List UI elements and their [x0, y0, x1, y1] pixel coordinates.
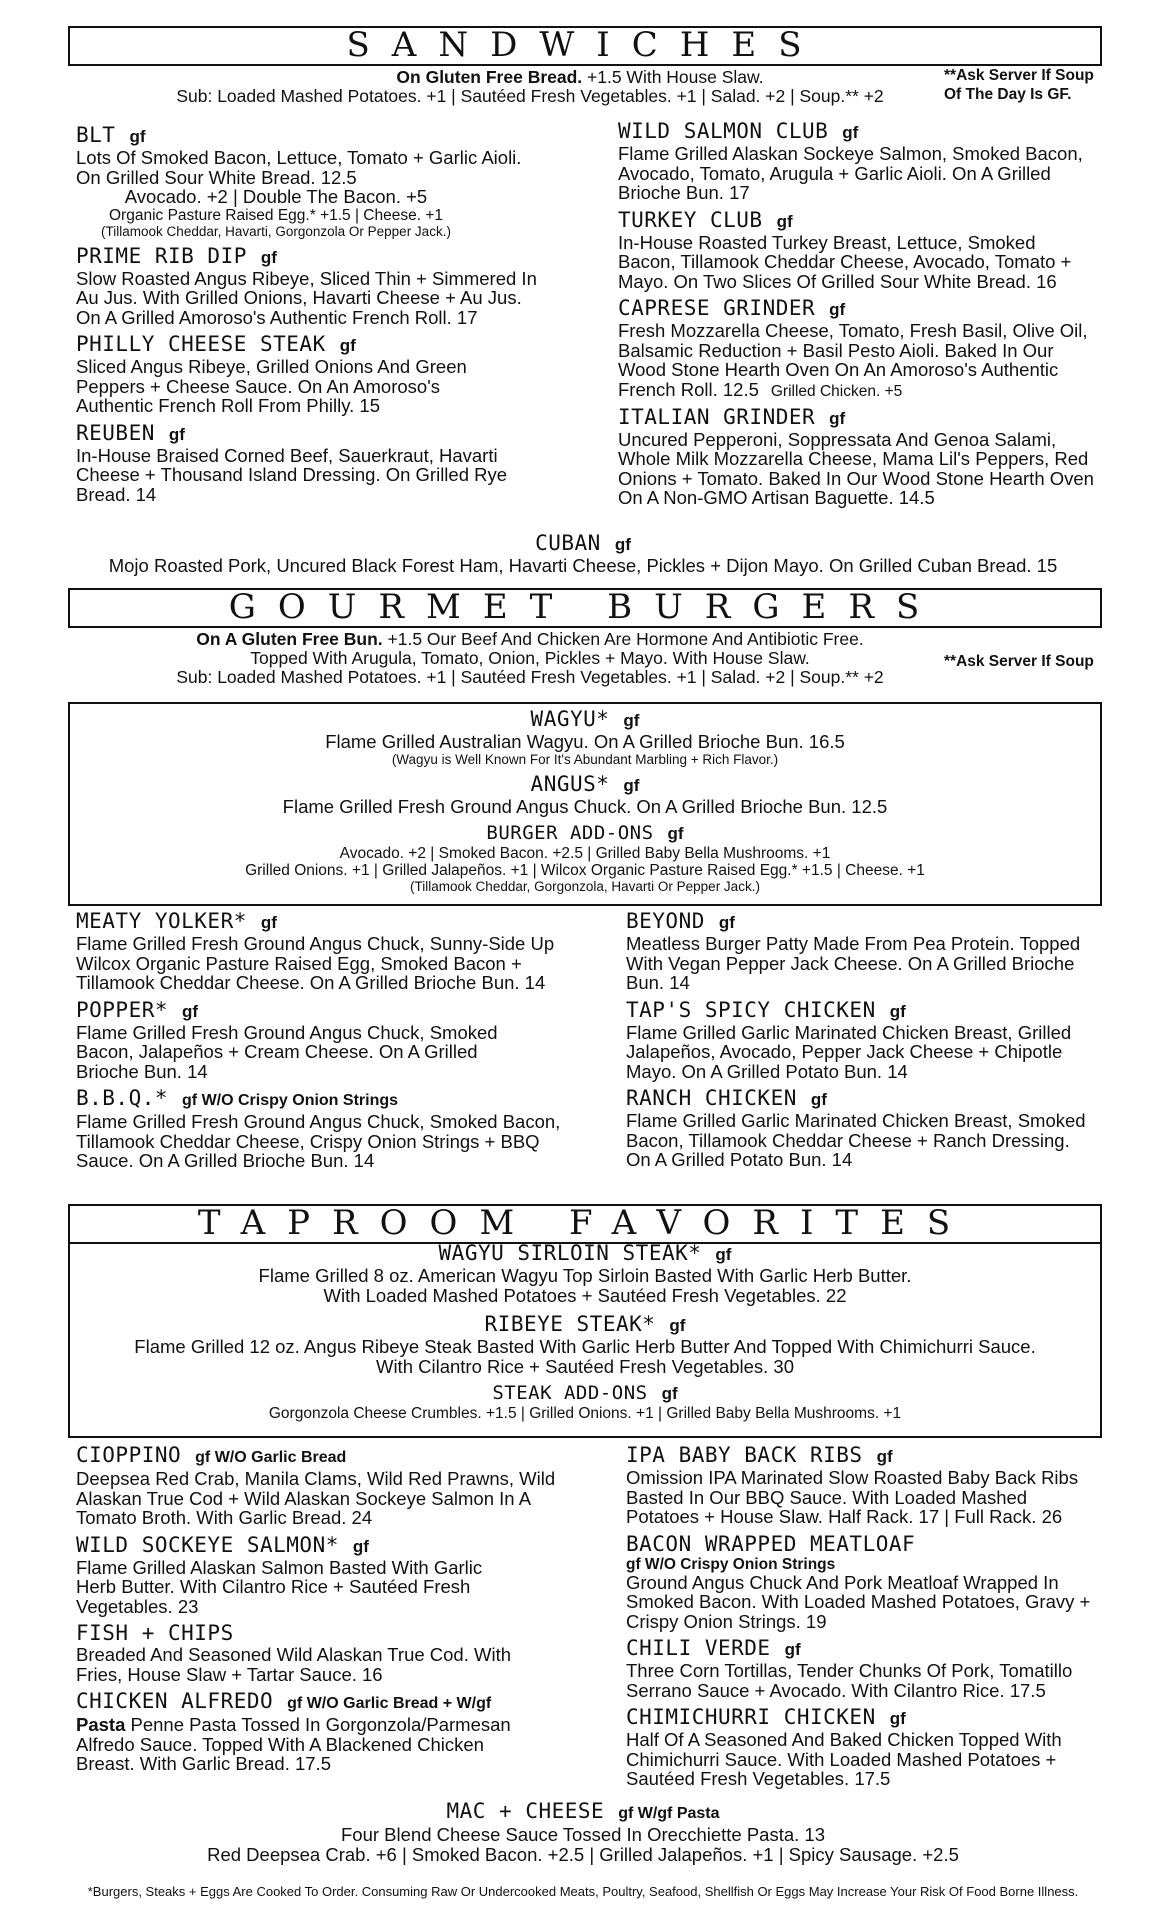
burgers-title: GOURMET BURGERS — [68, 588, 1102, 628]
item-desc: In-House Roasted Turkey Breast, Lettuce, Smoked Bacon, Tillamook Cheddar Cheese, Avocado, Tomato + Mayo. On Two Slices Of Grilled Sour White Bread. 16 — [618, 231, 1072, 292]
item-desc: Flame Grilled 12 oz. Angus Ribeye Steak Basted With Garlic Herb Butter And Topped With Chimichurri Sauce. — [134, 1336, 1036, 1357]
item-name: TAP'S SPICY CHICKEN — [626, 997, 876, 1022]
item-name: CHIMICHURRI CHICKEN — [626, 1705, 876, 1729]
gf-tag: gf — [829, 408, 846, 428]
menu-item-caprese-grinder — [618, 297, 1098, 400]
menu-item-ipa-baby-back-ribs — [626, 1444, 1096, 1527]
gf-tag: gf — [715, 1245, 732, 1264]
menu-item-turkey-club — [618, 209, 1098, 292]
addons-line: Gorgonzola Cheese Crumbles. +1.5 | Grilled Onions. +1 | Grilled Baby Bella Mushrooms. +1 — [268, 1405, 902, 1422]
menu-item-beyond — [626, 910, 1096, 993]
item-name: MAC + CHEESE — [446, 1799, 605, 1823]
item-name: WAGYU* — [530, 707, 610, 731]
item-desc: Flame Grilled Fresh Ground Angus Chuck, Smoked Bacon, Jalapeños + Cream Cheese. On A Grilled Brioche Bun. 14 — [76, 1021, 498, 1082]
gf-tag: gf — [623, 711, 640, 730]
gf-tag: gf — [182, 1001, 199, 1021]
item-desc: Lots Of Smoked Bacon, Lettuce, Tomato + Garlic Aioli. On Grilled Sour White Bread. 12.5 — [76, 147, 522, 188]
item-desc: Meatless Burger Patty Made From Pea Protein. Topped With Vegan Pepper Jack Cheese. On A Grilled Brioche Bun. 14 — [626, 933, 1081, 993]
item-name: BURGER ADD-ONS — [486, 822, 654, 844]
menu-item-wild-sockeye-salmon — [76, 1534, 576, 1617]
menu-item-reuben — [76, 422, 546, 505]
item-name: BEYOND — [626, 909, 705, 933]
item-name: ANGUS* — [530, 771, 610, 796]
item-name: CHICKEN ALFREDO — [76, 1689, 274, 1713]
item-name: STEAK ADD-ONS — [492, 1382, 648, 1404]
item-name: WAGYU SIRLOIN STEAK* — [438, 1241, 702, 1265]
item-desc: Sliced Angus Ribeye, Grilled Onions And Green Peppers + Cheese Sauce. On An Amoroso's Authentic French Roll From Philly. 15 — [76, 356, 467, 416]
item-name: RIBEYE STEAK* — [484, 1312, 656, 1336]
item-extra: (Tillamook Cheddar, Havarti, Gorgonzola Or Pepper Jack.) — [101, 223, 451, 239]
sandwiches-right-col — [618, 120, 1098, 514]
gf-tag: gf — [842, 123, 859, 142]
item-desc: In-House Braised Corned Beef, Sauerkraut, Havarti Cheese + Thousand Island Dressing. On Grilled Rye Bread. 14 — [76, 444, 508, 505]
item-name: WILD SOCKEYE SALMON* — [76, 1532, 339, 1557]
taproom-featured-box — [68, 1240, 1102, 1438]
menu-item-philly-cheese-steak — [76, 333, 546, 416]
gf-tag: gf — [661, 1384, 678, 1403]
sandwiches-intro-bold: On Gluten Free Bread. — [396, 67, 583, 87]
item-desc: Deepsea Red Crab, Manila Clams, Wild Red Prawns, Wild Alaskan True Cod + Wild Alaskan Sockeye Salmon In A Tomato Broth. With Garlic Bread. 24 — [76, 1468, 556, 1528]
item-desc: Three Corn Tortillas, Tender Chunks Of Pork, Tomatillo Serrano Sauce + Avocado. With Cilantro Rice. 17.5 — [626, 1660, 1073, 1701]
item-name: CIOPPINO — [76, 1443, 182, 1467]
featured-steaks — [70, 1242, 1100, 1422]
gf-tag: gf — [352, 1536, 369, 1556]
menu-item-meaty-yolker — [76, 910, 576, 993]
gf-tag: gf — [784, 1640, 801, 1659]
item-desc: Flame Grilled Australian Wagyu. On A Grilled Brioche Bun. 16.5 — [325, 731, 845, 752]
item-name: MEATY YOLKER* — [76, 909, 247, 933]
menu-item-taps-spicy-chicken — [626, 999, 1096, 1082]
burgers-featured-box — [68, 702, 1102, 906]
item-name: PHILLY CHEESE STEAK — [76, 332, 326, 356]
menu-item-cioppino — [76, 1444, 576, 1528]
gf-tag: gf — [260, 247, 277, 267]
item-name: TURKEY CLUB — [618, 207, 763, 232]
sandwiches-sub: Sub: Loaded Mashed Potatoes. +1 | Sautéed Fresh Vegetables. +1 | Salad. +2 | Soup.** +2 — [176, 86, 884, 106]
item-desc: Breaded And Seasoned Wild Alaskan True Cod. With Fries, House Slaw + Tartar Sauce. 16 — [76, 1644, 512, 1685]
gf-tag: gf W/O Crispy Onion Strings — [182, 1092, 399, 1109]
gf-tag: gf — [889, 1709, 906, 1728]
gf-tag: gf — [623, 775, 640, 795]
menu-item-popper — [76, 999, 576, 1082]
item-extra: Avocado. +2 | Double The Bacon. +5 — [124, 186, 428, 207]
item-name: RANCH CHICKEN — [626, 1086, 797, 1110]
item-desc-text: Fresh Mozzarella Cheese, Tomato, Fresh Basil, Olive Oil, Balsamic Reduction + Basil Pesto Aioli. Baked In Our Wood Stone Hearth Oven On An Amoroso's Authentic French Roll. 12.5 — [618, 320, 1088, 400]
gf-tag: gf — [810, 1090, 827, 1109]
sandwiches-intro-line1: +1.5 With House Slaw. — [582, 67, 764, 87]
item-desc: Flame Grilled Alaskan Sockeye Salmon, Smoked Bacon, Avocado, Tomato, Arugula + Garlic Aioli. On A Grilled Brioche Bun. 17 — [618, 143, 1083, 203]
burgers-intro-bold: On A Gluten Free Bun. — [196, 629, 383, 649]
item-desc-text: Penne Pasta Tossed In Gorgonzola/Parmesan Alfredo Sauce. Topped With A Blackened Chicken Breast. With Garlic Bread. 17.5 — [76, 1714, 511, 1774]
item-extra: (Wagyu is Well Known For It's Abundant Marbling + Rich Flavor.) — [391, 751, 779, 767]
item-extra: Grilled Chicken. +5 — [770, 382, 903, 400]
item-extra: Organic Pasture Raised Egg.* +1.5 | Cheese. +1 — [108, 206, 444, 224]
gf-tag: gf — [876, 1447, 893, 1466]
item-name: POPPER* — [76, 997, 169, 1022]
burgers-soup-note: **Ask Server If Soup — [944, 653, 1094, 670]
menu-item-cuban — [68, 532, 1098, 576]
item-desc: Ground Angus Chuck And Pork Meatloaf Wrapped In Smoked Bacon. With Loaded Mashed Potatoes, Gravy + Crispy Onion Strings. 19 — [626, 1571, 1091, 1632]
burgers-intro — [120, 630, 940, 687]
item-desc: Four Blend Cheese Sauce Tossed In Orecchiette Pasta. 13 — [340, 1824, 826, 1845]
addons-line: Avocado. +2 | Smoked Bacon. +2.5 | Grilled Baby Bella Mushrooms. +1 — [339, 845, 831, 862]
sandwiches-title: SANDWICHES — [68, 26, 1102, 66]
gf-tag: gf W/O Garlic Bread — [195, 1449, 347, 1466]
item-desc: Flame Grilled Fresh Ground Angus Chuck, Sunny-Side Up Wilcox Organic Pasture Raised Egg, Smoked Bacon + Tillamook Cheddar Cheese. On A Grilled Brioche Bun. 14 — [76, 933, 555, 993]
gf-tag: gf W/O Garlic Bread + W/gf — [287, 1695, 492, 1712]
soup-note-line2: Of The Day Is GF. — [944, 86, 1072, 103]
soup-note-line1: **Ask Server If Soup — [944, 67, 1094, 84]
item-desc: Mojo Roasted Pork, Uncured Black Forest Ham, Havarti Cheese, Pickles + Dijon Mayo. On Grilled Cuban Bread. 15 — [108, 555, 1058, 576]
addons-line: (Tillamook Cheddar, Gorgonzola, Havarti Or Pepper Jack.) — [410, 879, 760, 894]
item-desc-bold: Pasta — [76, 1714, 126, 1735]
menu-item-prime-rib-dip — [76, 245, 546, 328]
item-desc — [76, 1715, 536, 1774]
burgers-intro-line1: +1.5 Our Beef And Chicken Are Hormone And Antibiotic Free. — [382, 629, 864, 649]
burgers-right-col — [626, 910, 1096, 1176]
sandwiches-left-col — [76, 124, 546, 510]
sandwiches-intro — [300, 68, 860, 87]
item-desc: Uncured Pepperoni, Soppressata And Genoa Salami, Whole Milk Mozzarella Cheese, Mama Lil's Peppers, Red Onions + Tomato. Baked In Our Wood Stone Hearth Oven On A Non-GMO Artisan Baguette. 14.5 — [618, 428, 1094, 508]
gf-tag: gf W/O Crispy Onion Strings — [626, 1555, 836, 1573]
gf-tag: gf W/gf Pasta — [618, 1805, 720, 1822]
item-name: B.B.Q.* — [76, 1086, 169, 1110]
item-name: FISH + CHIPS — [76, 1621, 234, 1645]
menu-item-chimichurri-chicken — [626, 1706, 1096, 1789]
menu-item-bacon-wrapped-meatloaf — [626, 1533, 1096, 1632]
item-name: CAPRESE GRINDER — [618, 296, 816, 320]
menu-item-ranch-chicken — [626, 1087, 1096, 1170]
item-name: WILD SALMON CLUB — [618, 119, 829, 143]
item-desc: Flame Grilled Garlic Marinated Chicken Breast, Smoked Bacon, Tillamook Cheddar Cheese + Ranch Dressing. On A Grilled Potato Bun. 14 — [626, 1110, 1086, 1170]
burgers-intro-line3: Sub: Loaded Mashed Potatoes. +1 | Sautéed Fresh Vegetables. +1 | Salad. +2 | Soup.** +2 — [176, 667, 884, 687]
addons-line: Grilled Onions. +1 | Grilled Jalapeños. +1 | Wilcox Organic Pasture Raised Egg.* +1.5 | Cheese. +1 — [245, 862, 925, 879]
gf-tag: gf — [829, 300, 846, 319]
menu-item-italian-grinder — [618, 406, 1098, 508]
item-desc: Flame Grilled Fresh Ground Angus Chuck. On A Grilled Brioche Bun. 12.5 — [282, 795, 888, 817]
item-desc: Half Of A Seasoned And Baked Chicken Topped With Chimichurri Sauce. With Loaded Mashed Potatoes + Sautéed Fresh Vegetables. 17.5 — [626, 1729, 1062, 1789]
menu-item-fish-chips — [76, 1622, 576, 1684]
gf-tag: gf — [129, 127, 146, 146]
item-name: REUBEN — [76, 420, 155, 445]
menu-item-mac-cheese — [68, 1800, 1098, 1864]
gf-tag: gf — [889, 1001, 906, 1021]
item-desc: With Cilantro Rice + Sautéed Fresh Vegetables. 30 — [375, 1355, 795, 1377]
menu-item-wild-salmon-club — [618, 120, 1098, 203]
item-desc: Flame Grilled 8 oz. American Wagyu Top Sirloin Basted With Garlic Herb Butter. — [258, 1265, 912, 1286]
item-name: BACON WRAPPED MEATLOAF — [626, 1531, 916, 1556]
item-extra: Red Deepsea Crab. +6 | Smoked Bacon. +2.5 | Grilled Jalapeños. +1 | Spicy Sausage. +2.5 — [207, 1843, 959, 1865]
item-desc: With Loaded Mashed Potatoes + Sautéed Fresh Vegetables. 22 — [323, 1284, 847, 1306]
taproom-left-col — [76, 1444, 576, 1780]
featured-burgers — [70, 708, 1100, 894]
item-name: BLT — [76, 123, 116, 147]
menu-item-bbq — [76, 1087, 576, 1171]
burgers-left-col — [76, 910, 576, 1177]
menu-item-blt — [76, 124, 546, 239]
item-name: CUBAN — [535, 531, 601, 555]
item-desc: Flame Grilled Fresh Ground Angus Chuck, Smoked Bacon, Tillamook Cheddar Cheese, Crispy Onion Strings + BBQ Sauce. On A Grilled Brioche Bun. 14 — [76, 1111, 561, 1171]
taproom-title: TAPROOM FAVORITES — [68, 1204, 1102, 1244]
gf-tag: gf — [614, 535, 631, 554]
item-name: PRIME RIB DIP — [76, 243, 247, 268]
menu-item-chicken-alfredo — [76, 1690, 576, 1774]
burgers-intro-line2: Topped With Arugula, Tomato, Onion, Pickles + Mayo. With House Slaw. — [250, 648, 810, 668]
item-desc: Flame Grilled Alaskan Salmon Basted With Garlic Herb Butter. With Cilantro Rice + Sautéed Fresh Vegetables. 23 — [76, 1556, 483, 1617]
item-name: ITALIAN GRINDER — [618, 404, 816, 429]
menu-item-chili-verde — [626, 1637, 1096, 1700]
item-desc: Slow Roasted Angus Ribeye, Sliced Thin + Simmered In Au Jus. With Grilled Onions, Havarti Cheese + Au Jus. On A Grilled Amoroso's Authentic French Roll. 17 — [76, 267, 537, 328]
gf-tag: gf — [776, 211, 793, 231]
item-desc: Flame Grilled Garlic Marinated Chicken Breast, Grilled Jalapeños, Avocado, Pepper Jack Cheese + Chipotle Mayo. On A Grilled Potato Bun. 14 — [626, 1021, 1072, 1082]
gf-tag: gf — [260, 913, 277, 932]
gf-tag: gf — [718, 913, 735, 932]
taproom-right-col — [626, 1444, 1096, 1795]
item-desc — [618, 321, 1098, 400]
gf-tag: gf — [667, 824, 684, 843]
footer-disclaimer: *Burgers, Steaks + Eggs Are Cooked To Order. Consuming Raw Or Undercooked Meats, Poultry, Seafood, Shellfish Or Eggs May Increase Your Risk Of Food Borne Illness. — [87, 1884, 1079, 1899]
gf-tag: gf — [168, 424, 185, 444]
sandwiches-soup-note — [944, 66, 1094, 104]
item-name: CHILI VERDE — [626, 1636, 771, 1660]
item-name: IPA BABY BACK RIBS — [626, 1443, 863, 1467]
gf-tag: gf — [339, 336, 356, 355]
gf-tag: gf — [669, 1316, 686, 1335]
item-desc: Omission IPA Marinated Slow Roasted Baby Back Ribs Basted In Our BBQ Sauce. With Loaded Mashed Potatoes + House Slaw. Half Rack. 17 | Full Rack. 26 — [626, 1467, 1079, 1527]
